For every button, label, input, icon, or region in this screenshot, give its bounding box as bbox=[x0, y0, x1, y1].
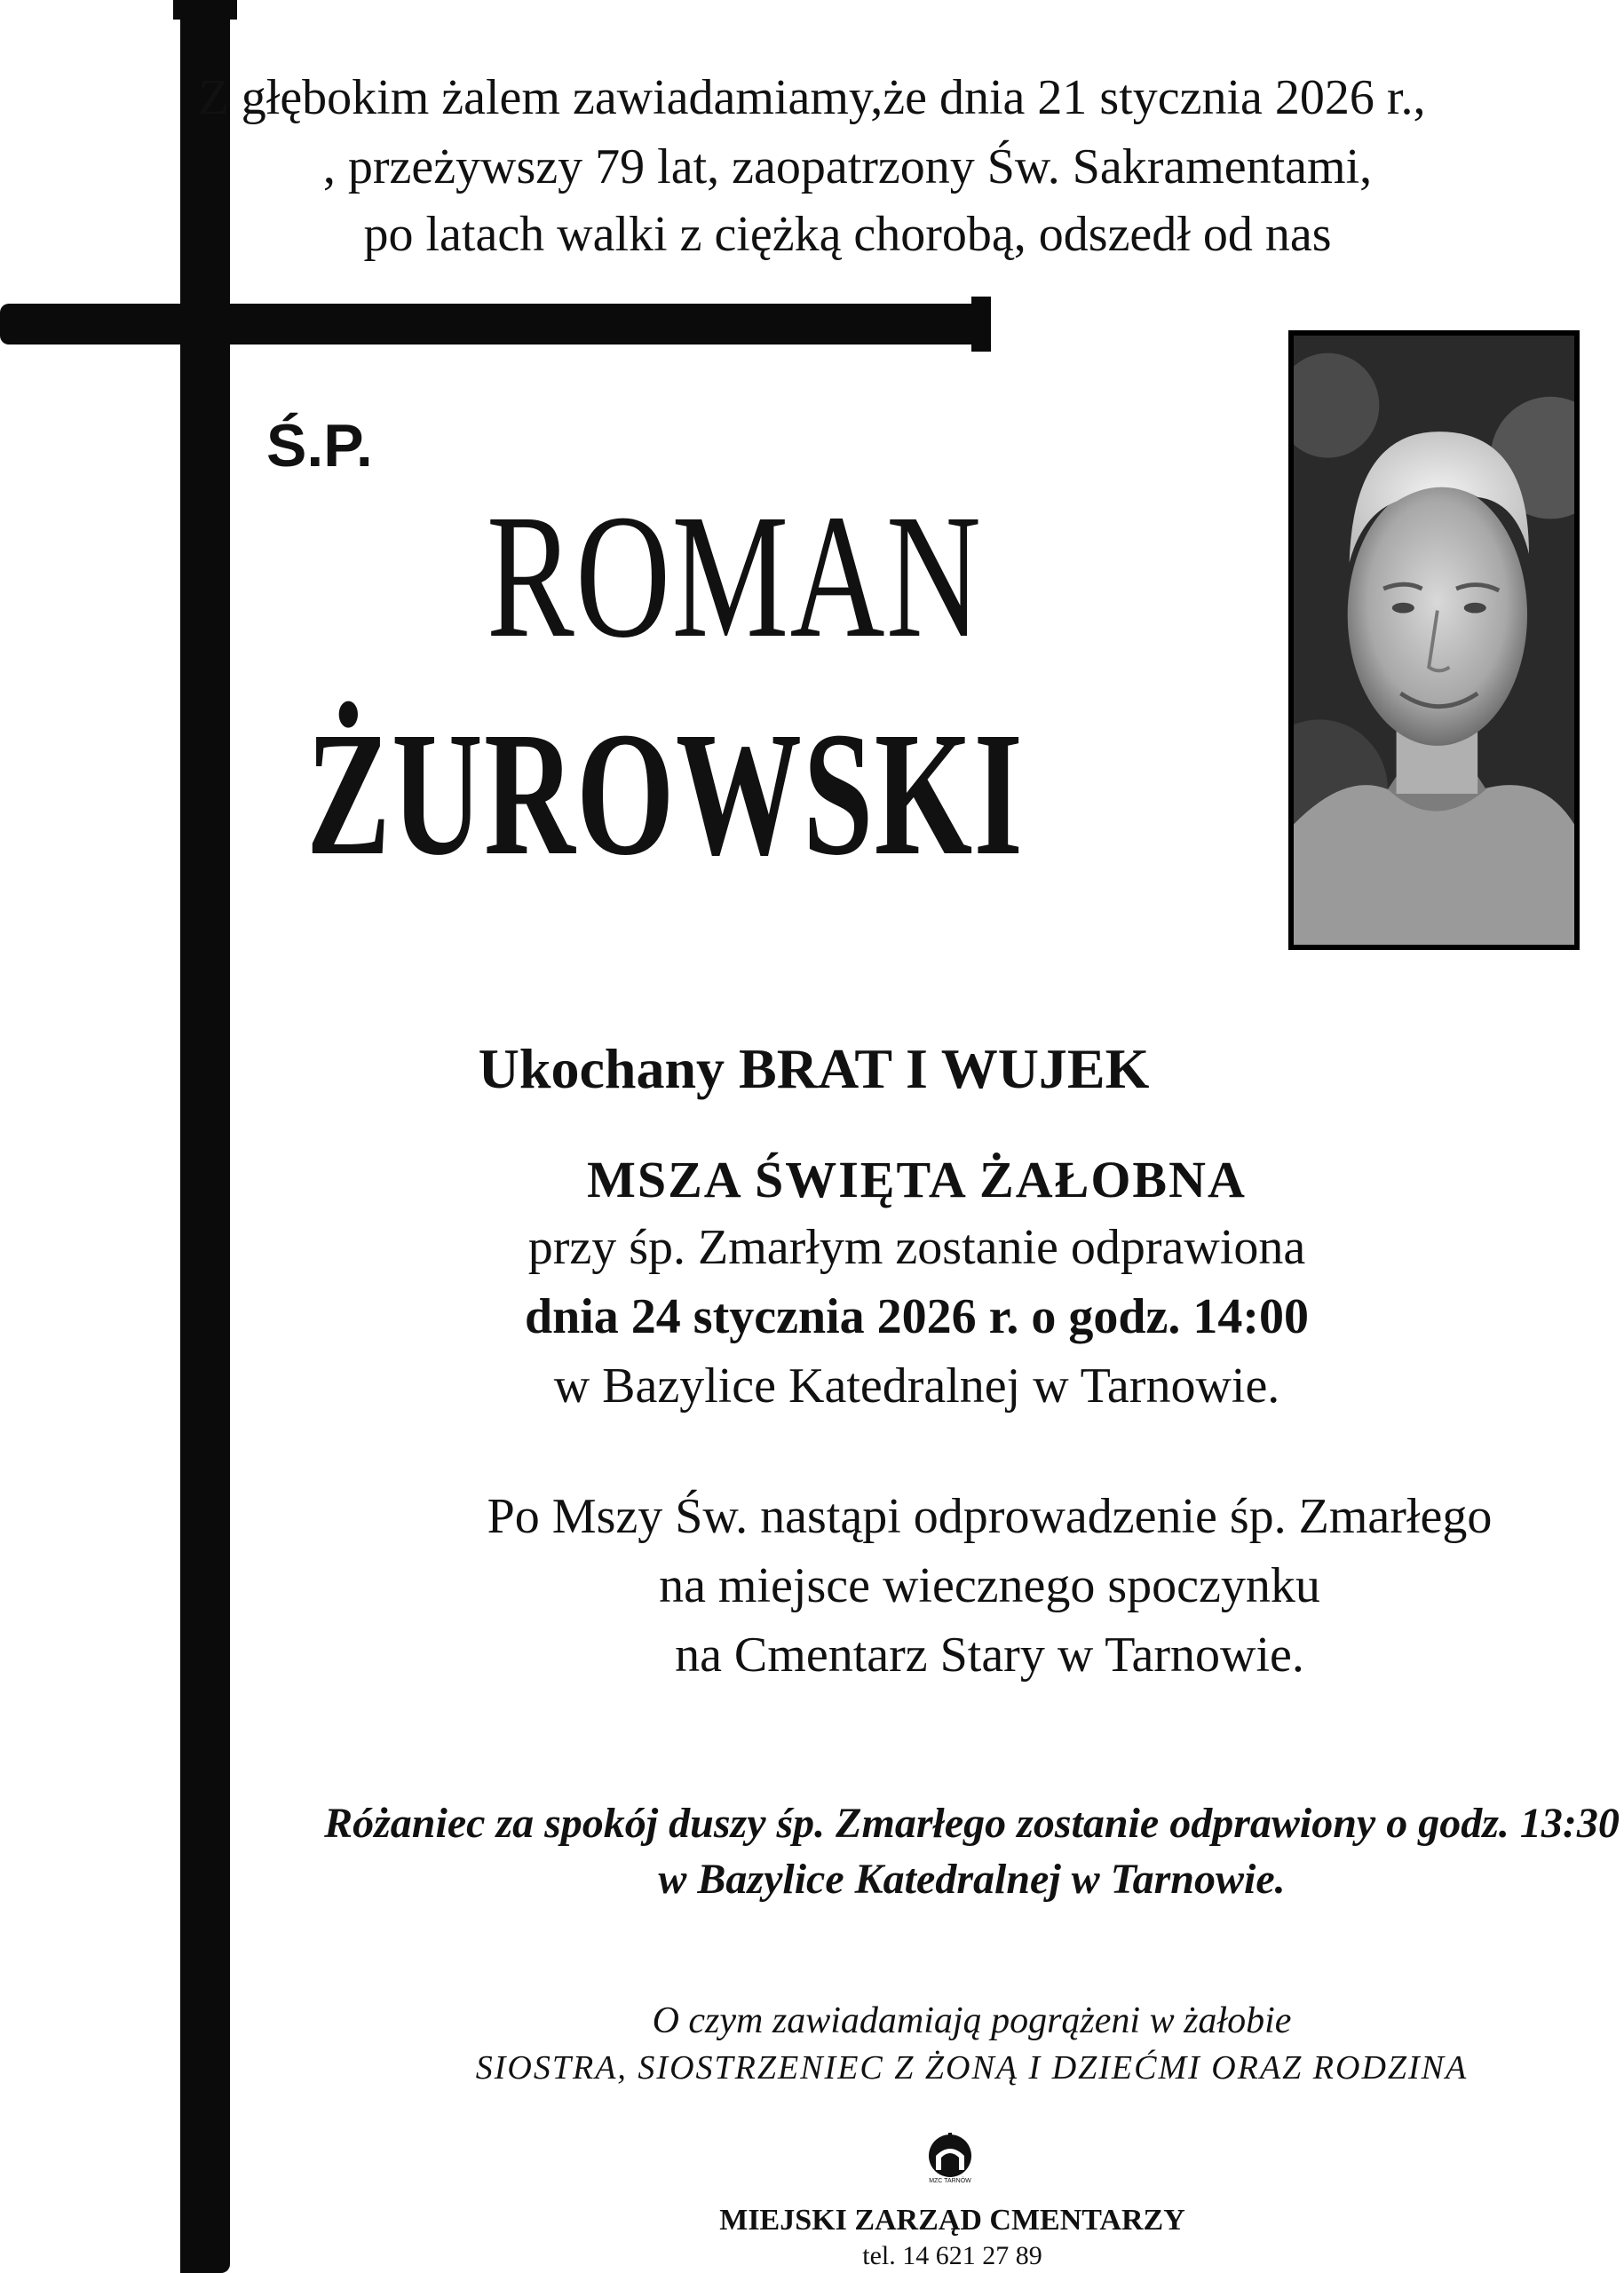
mass-line-2: dnia 24 stycznia 2026 r. o godz. 14:00 bbox=[524, 1289, 1310, 1344]
signature-line-2: SIOSTRA, SIOSTRZENIEC Z ŻONĄ I DZIEĆMI ORAZ RODZINA bbox=[475, 2049, 1469, 2087]
cross-horizontal-beam bbox=[0, 304, 984, 345]
first-name: ROMAN bbox=[487, 479, 983, 675]
relation-line: Ukochany BRAT I WUJEK bbox=[478, 1037, 1150, 1100]
footer-phone: tel. 14 621 27 89 bbox=[862, 2241, 1042, 2270]
rosary-line-2: w Bazylice Katedralnej w Tarnowie. bbox=[658, 1856, 1286, 1903]
footer-organization: MIEJSKI ZARZĄD CMENTARZY bbox=[719, 2204, 1185, 2237]
burial-line-3: na Cmentarz Stary w Tarnowie. bbox=[675, 1628, 1304, 1683]
mass-line-1: przy śp. Zmarłym zostanie odprawiona bbox=[527, 1220, 1306, 1275]
intro-line-2: , przeżywszy 79 lat, zaopatrzony Św. Sakramentami, bbox=[322, 139, 1373, 194]
sp-prefix: Ś.P. bbox=[266, 412, 373, 479]
burial-line-1: Po Mszy Św. nastąpi odprowadzenie śp. Zmarłego bbox=[487, 1489, 1493, 1544]
signature-line-1: O czym zawiadamiają pogrążeni w żałobie bbox=[652, 2000, 1292, 2041]
logo-text: MZC TARNÓW bbox=[929, 2178, 971, 2184]
intro-line-1: Z głębokim żalem zawiadamiamy,że dnia 21 stycznia 2026 r., bbox=[198, 70, 1426, 125]
last-name: ŻUROWSKI bbox=[306, 696, 1025, 892]
portrait-photo bbox=[1288, 330, 1580, 950]
burial-line-2: na miejsce wiecznego spoczynku bbox=[659, 1558, 1320, 1613]
rosary-line-1: Różaniec za spokój duszy śp. Zmarłego zostanie odprawiony o godz. 13:30 bbox=[324, 1800, 1620, 1847]
mass-line-3: w Bazylice Katedralnej w Tarnowie. bbox=[553, 1358, 1280, 1414]
portrait-image bbox=[1294, 336, 1574, 945]
mass-title: MSZA ŚWIĘTA ŻAŁOBNA bbox=[587, 1151, 1247, 1208]
cemetery-logo-icon bbox=[923, 2131, 977, 2193]
intro-line-3: po latach walki z ciężką chorobą, odszedł od nas bbox=[363, 207, 1332, 262]
